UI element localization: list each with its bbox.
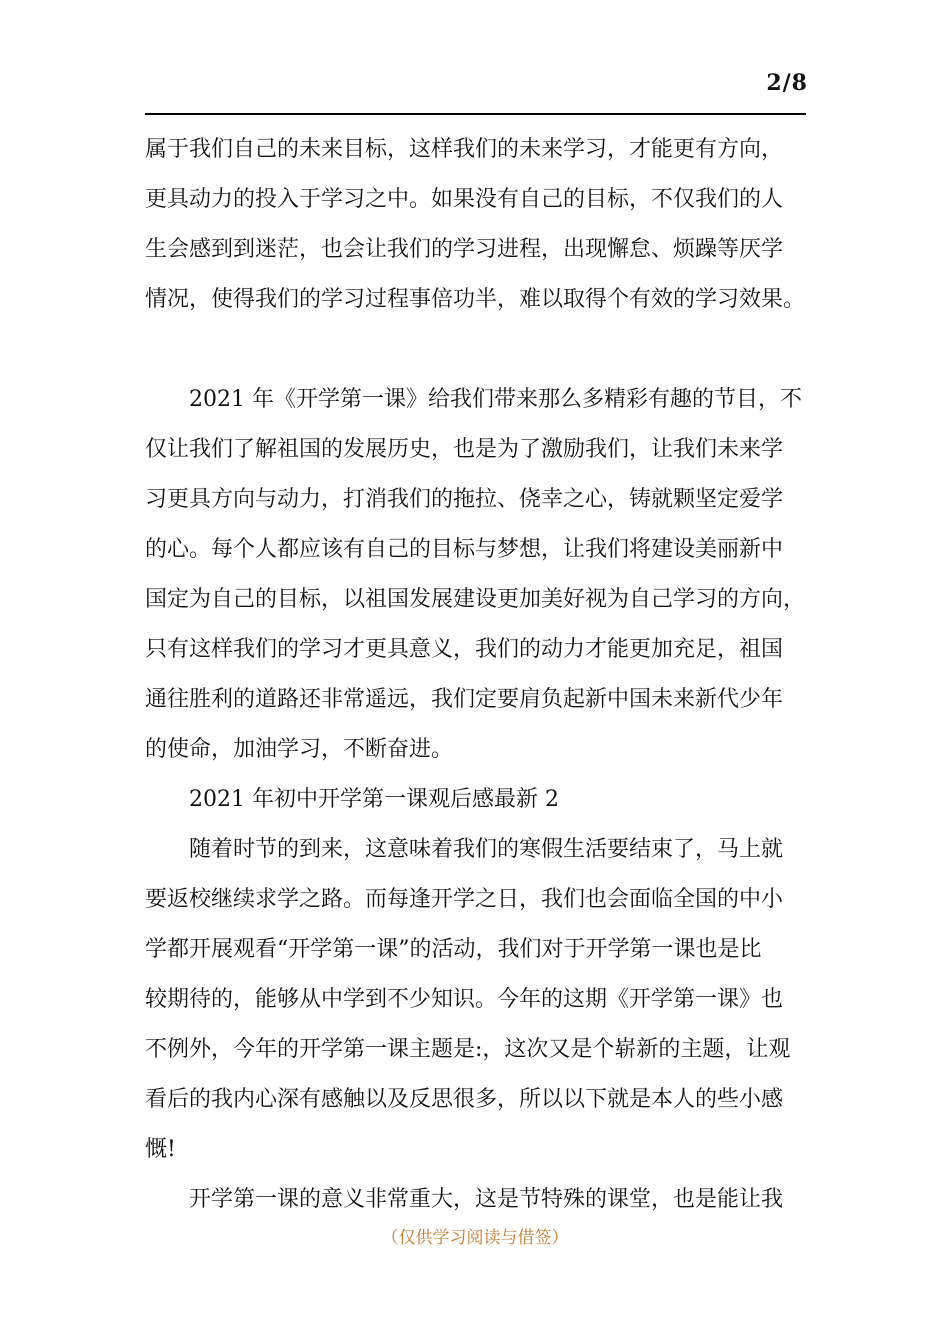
text-line: 只有这样我们的学习才更具意义，我们的动力才能更加充足，祖国 [145,637,784,662]
text-line: 通往胜利的道路还非常遥远，我们定要肩负起新中国未来新代少年 [145,687,784,712]
text-line: 较期待的，能够从中学到不少知识。今年的这期《开学第一课》也 [145,987,784,1012]
text-line: 仅让我们了解祖国的发展历史，也是为了激励我们，让我们未来学 [145,437,784,462]
text-line: 情况，使得我们的学习过程事倍功半，难以取得个有效的学习效果。 [145,287,806,312]
text-line: 不例外，今年的开学第一课主题是:，这次又是个崭新的主题，让观 [145,1037,791,1062]
text-line: 2021 年《开学第一课》给我们带来那么多精彩有趣的节目，不 [189,387,802,412]
text-line: 属于我们自己的未来目标，这样我们的未来学习，才能更有方向， [145,137,784,162]
text-line: 随着时节的到来，这意味着我们的寒假生活要结束了，马上就 [189,837,784,862]
footer-note: （仅供学习阅读与借签） [381,1228,569,1248]
text-line: 习更具方向与动力，打消我们的拖拉、侥幸之心，铸就颗坚定爱学 [145,487,784,512]
text-line: 国定为自己的目标，以祖国发展建设更加美好视为自己学习的方向， [145,587,806,612]
text-line: 生会感到到迷茫，也会让我们的学习进程，出现懈怠、烦躁等厌学 [145,237,784,262]
text-line: 的使命，加油学习，不断奋进。 [145,737,454,762]
header-rule [145,113,806,115]
text-line: 学都开展观看“开学第一课”的活动，我们对于开学第一课也是比 [145,937,762,962]
text-line: 开学第一课的意义非常重大，这是节特殊的课堂，也是能让我 [189,1187,784,1212]
text-line: 要返校继续求学之路。而每逢开学之日，我们也会面临全国的中小 [145,887,784,912]
text-line: 慨! [145,1137,176,1162]
page-number: 2/8 [766,70,808,96]
text-line: 的心。每个人都应该有自己的目标与梦想，让我们将建设美丽新中 [145,537,784,562]
text-line: 看后的我内心深有感触以及反思很多，所以以下就是本人的些小感 [145,1087,784,1112]
section-title: 2021 年初中开学第一课观后感最新 2 [189,787,559,812]
text-line: 更具动力的投入于学习之中。如果没有自己的目标，不仅我们的人 [145,187,784,212]
